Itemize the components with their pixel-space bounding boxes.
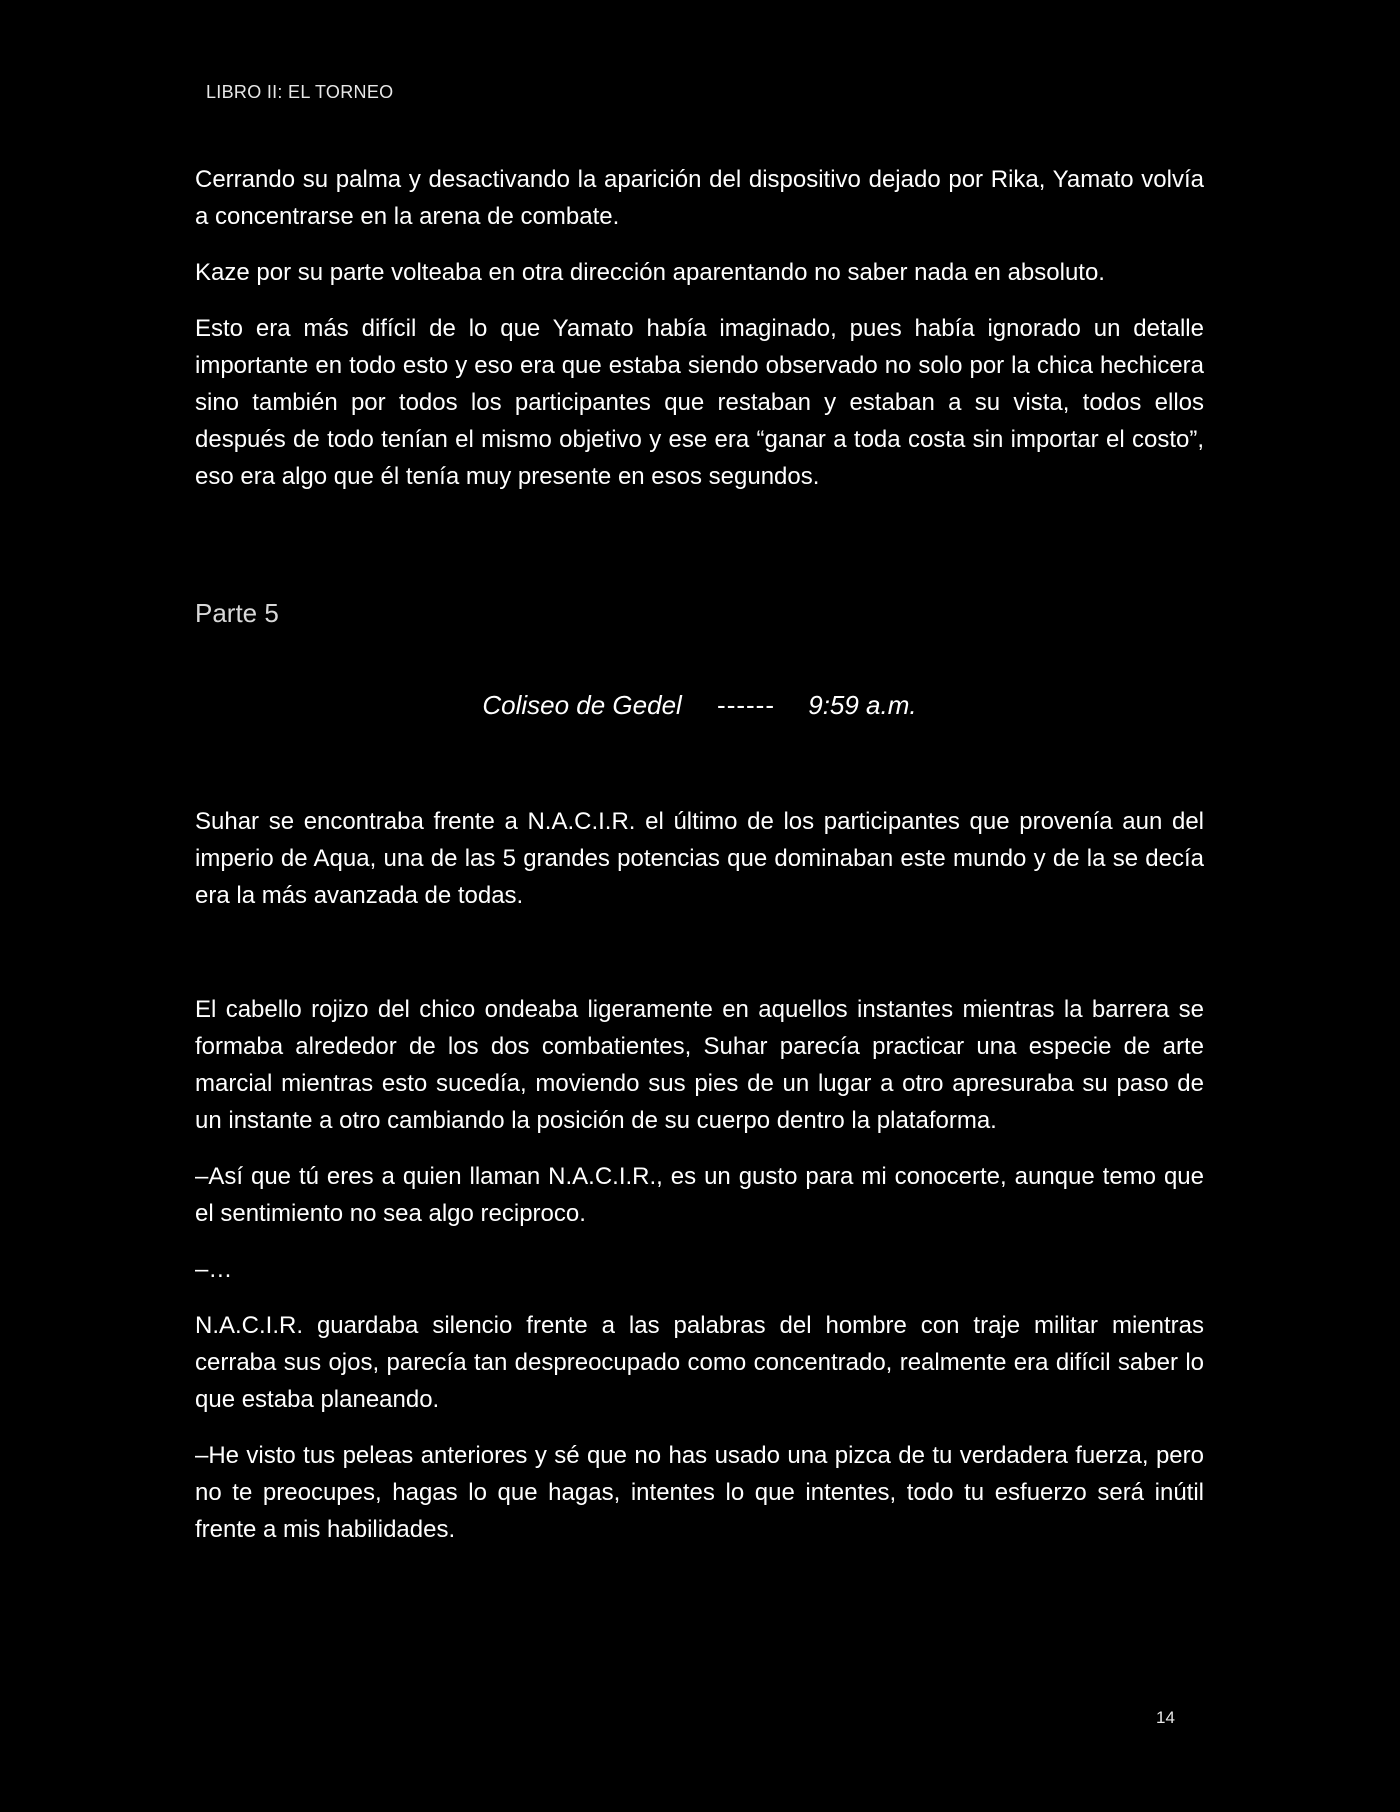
page-number: 14	[1156, 1708, 1175, 1727]
text-section-opening	[195, 161, 1204, 514]
text-section-intro	[195, 803, 1204, 933]
paragraph: –He visto tus peleas anteriores y sé que no has usado una pizca de tu verdadera fuerza, pero no te preocupes, hagas lo que hagas, intentes lo que intentes, todo tu esfuerzo será inútil frente a mis habilidades.	[195, 1442, 1204, 1543]
paragraph: N.A.C.I.R. guardaba silencio frente a las palabras del hombre con traje militar mientras cerraba sus ojos, parecía tan despreocupado como concentrado, realmente era difícil saber lo que estaba planeando.	[195, 1312, 1204, 1413]
paragraph: Esto era más difícil de lo que Yamato había imaginado, pues había ignorado un detalle importante en todo esto y eso era que estaba siendo observado no solo por la chica hechicera sino también por todos los participantes que restaban y estaban a su vista, todos ellos después de todo tenían el mismo objetivo y ese era “ganar a toda costa sin importar el costo”, eso era algo que él tenía muy presente en esos segundos.	[195, 315, 1204, 490]
paragraph: Kaze por su parte volteaba en otra dirección aparentando no saber nada en absoluto.	[195, 259, 1105, 286]
running-header: LIBRO II: EL TORNEO	[206, 82, 394, 102]
scene-separator: ------	[717, 690, 775, 720]
paragraph: –Así que tú eres a quien llaman N.A.C.I.R., es un gusto para mi conocerte, aunque temo que el sentimiento no sea algo reciproco.	[195, 1163, 1204, 1227]
scene-time: 9:59 a.m.	[808, 690, 917, 720]
paragraph: Suhar se encontraba frente a N.A.C.I.R. el último de los participantes que provenía aun del imperio de Aqua, una de las 5 grandes potencias que dominaban este mundo y de la se decía era la más avanzada de todas.	[195, 808, 1204, 909]
paragraph: –…	[195, 1256, 233, 1283]
scene-place: Coliseo de Gedel	[482, 690, 682, 720]
part-heading: Parte 5	[195, 598, 279, 628]
text-section-dialogue	[195, 991, 1204, 1567]
scene-heading	[195, 690, 1204, 721]
paragraph: El cabello rojizo del chico ondeaba ligeramente en aquellos instantes mientras la barrera se formaba alrededor de los dos combatientes, Suhar parecía practicar una especie de arte marcial mientras esto sucedía, moviendo sus pies de un lugar a otro apresuraba su paso de un instante a otro cambiando la posición de su cuerpo dentro la plataforma.	[195, 996, 1204, 1134]
paragraph: Cerrando su palma y desactivando la aparición del dispositivo dejado por Rika, Yamato volvía a concentrarse en la arena de combate.	[195, 166, 1204, 230]
